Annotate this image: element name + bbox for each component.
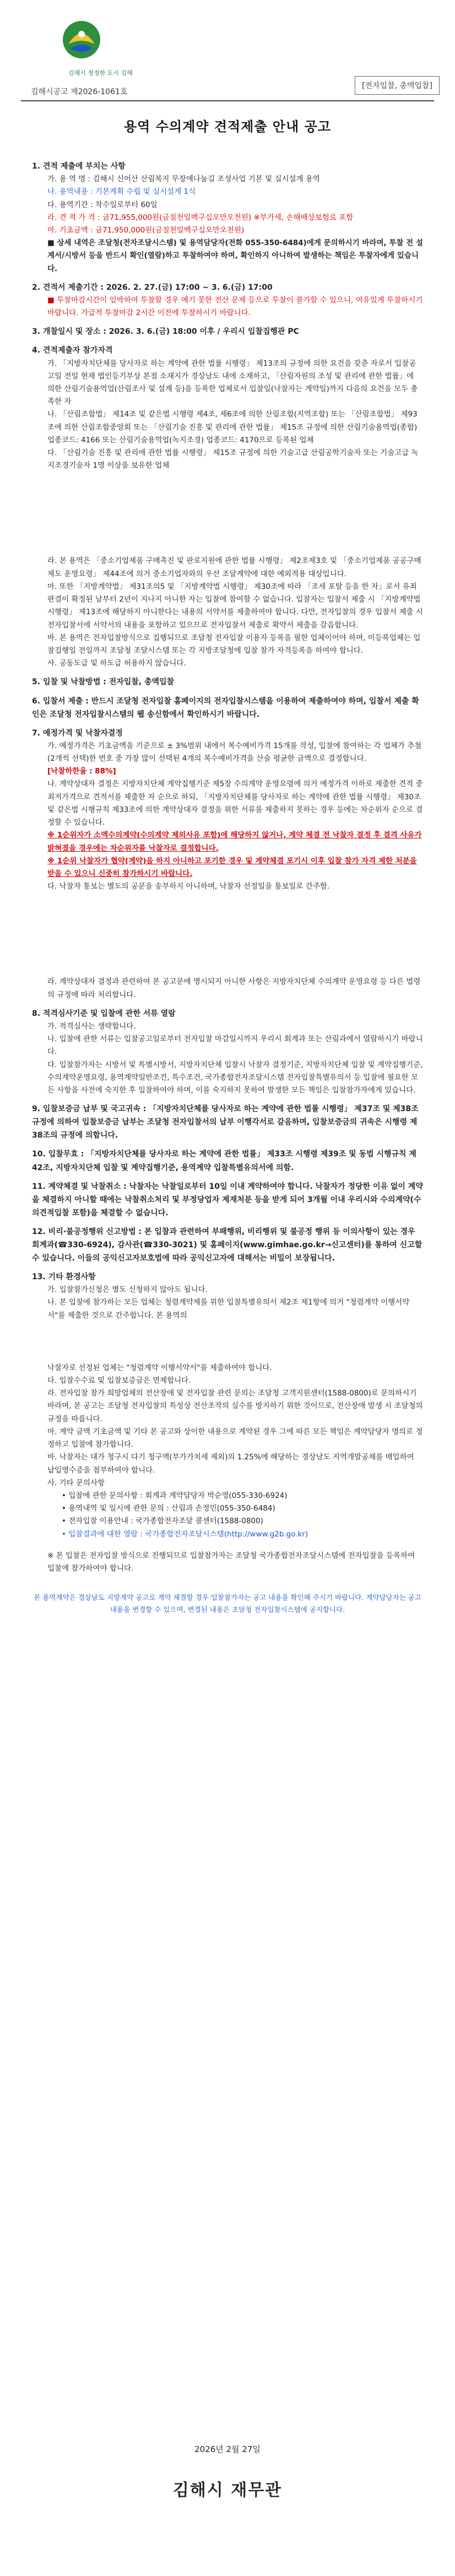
footer-date: 2026년 2월 27일 (194, 2444, 261, 2454)
section-3 (32, 325, 423, 338)
section-heading: 12. 비리·불공정행위 신고방법 : 본 입찰과 관련하여 부패행위, 비리행위 및 불공정 행위 등 이의사항이 있는 경우 회계과(☎330-6924), 감사관(☎330-3021) 및 홈페이지(www.gimhae.go.kr→신고센터)를 통하여 신고할 수 있습니다. 이들의 공익신고자보호법에 따라 공익신고자에 대해서는 비밀이 보장됩니다. (32, 1227, 422, 1263)
warning-note: ※ 1순위 낙찰자가 협약(계약)을 하지 아니하고 포기한 경우 및 계약체결 포기시 이후 입찰 참가 자격 제한 처분을 받을 수 있으니 신중히 참가하시기 바랍니다. (47, 856, 417, 878)
document-number: 김해시공고 제2026-1061호 (31, 88, 128, 96)
section-9 (32, 1102, 423, 1142)
list-item: 나. 입찰에 관한 서류는 입찰공고일로부터 전자입찰 마감일시까지 우리시 회계과 또는 산림과에서 열람하시기 바랍니다. (47, 1035, 423, 1057)
section-1 (32, 160, 423, 275)
section-heading: 2. 견적서 제출기간 : 2026. 2. 27.(금) 17:00 ~ 3. 6.(금) 17:00 (32, 283, 273, 292)
blank-space (32, 893, 423, 976)
footer-org: 김해시 재무관 (172, 2481, 283, 2500)
section-8 (32, 1007, 423, 1097)
section-heading: 8. 적격심사기준 및 입찰에 관한 서류 열람 (32, 1009, 176, 1018)
blank-space (32, 1541, 423, 1550)
list-item: 가. 「지방자치단체를 당사자로 하는 계약에 관한 법률 시행령」 제13조의 규정에 의한 요건을 갖춘 자로서 입찰공고일 전일 현재 법인등기부상 본점 소재지가 경상남도 내에 소재하고, 「산림자원의 조성 및 관리에 관한 법률」에 의한 산림기술용역업(산림조사 및 설계 등)을 등록한 업체로서 입찰일(낙찰자는 계약일)까지 다음의 요건을 모두 충족한 자 (47, 359, 418, 407)
list-item: 가. 예정가격은 기초금액을 기준으로 ± 3%범위 내에서 복수예비가격 15개를 작성, 입찰에 참여하는 각 업체가 추첨(2개씩 선택)한 번호 중 가장 많이 선택된 4개의 복수예비가격을 산술 평균한 금액으로 결정합니다. (47, 741, 422, 763)
list-item: 낙찰자로 선정된 업체는 "청렴계약 이행서약서"를 제출하여야 합니다. (47, 1363, 272, 1372)
section-11 (32, 1180, 423, 1220)
section-10 (32, 1148, 423, 1174)
bottom-note: 본 용역계약은 경상남도 지방계약 공고로 계약 체결할 경우 입찰참가자는 공고 내용을 확인해 주시기 바랍니다. 계약담당자는 공고 내용을 변경할 수 있으며, 변경된 내용은 조달청 전자입찰시스템에 공지합니다. (34, 1593, 421, 1614)
notice-note: ■ 상세 내역은 조달청(전자조달시스템) 및 용역담당자(전화 055-350-6484)에게 문의하시기 바라며, 투찰 전 설계서/시방서 등을 반드시 확인(열람)하고 투찰하여야 하며, 확인하지 아니하여 발생하는 책임은 투찰자에게 있습니다. (47, 239, 423, 273)
section-heading: 11. 계약체결 및 낙찰취소 : 낙찰자는 낙찰일로부터 10일 이내 계약하여야 합니다. 낙찰자가 정당한 이유 없이 계약을 체결하지 아니할 때에는 낙찰취소처리 및 부정당업자 제재처분 등을 받게 되어 3개월 이내 우리시와 수의계약(수의견적입찰 포함)을 체결할 수 없습니다. (32, 1182, 423, 1217)
list-item: 다. 「산림기술 진흥 및 관리에 관한 법률 시행령」 제15조 규정에 의한 기술고급 산림공학기술자 또는 기술고급 녹지조경기술자 1명 이상을 보유한 업체 (47, 448, 419, 470)
section-heading: 4. 견적제출자 참가자격 (32, 346, 113, 355)
list-item: 다. 낙찰자 통보는 별도의 공문을 송부하지 아니하며, 낙찰자 선정일을 통보일로 간주함. (47, 882, 330, 891)
header-divider (21, 100, 434, 101)
list-item: 다. 용역기간 : 착수일로부터 60일 (47, 200, 158, 209)
section-4 (32, 344, 423, 670)
section-heading: 1. 견적 제출에 부치는 사항 (32, 162, 126, 171)
section-7 (32, 727, 423, 1002)
section-heading: 3. 개찰일시 및 장소 : 2026. 3. 6.(금) 18:00 이후 / 우리시 입찰집행관 PC (32, 327, 299, 337)
list-item: 사. 기타 문의사항 (47, 1478, 105, 1487)
list-item: 바. 본 용역은 전자입찰방식으로 집행되므로 조달청 전자입찰 이용자 등록을 필한 업체이어야 하며, 미등록업체는 입찰집행일 전일까지 조달청 조달시스템 또는 각 지방조달청에 입찰 참가 자격등록을 하여야 합니다. (47, 633, 421, 655)
section-heading: 6. 입찰서 제출 : 반드시 조달청 전자입찰 홈페이지의 전자입찰시스템을 이용하여 제출하여야 하며, 입찰서 제출 확인은 조달청 전자입찰시스템의 웹 송신함에서 확인하시기 바랍니다. (32, 696, 419, 719)
list-item: 마. 또한 「지방계약법」 제31조의5 및 「지방계약법 시행령」 제30조에 따라 「조세 포탈 등을 한 자」로서 유죄판결이 확정된 날부터 2년이 지나지 아니한 자는 입찰에 참여할 수 없습니다. 입찰자는 입찰서 제출 시 「지방계약법 시행령」 제13조에 해당하지 아니한다는 내용의 서약서를 제출하여야 합니다. 다만, 전자입찰의 경우 입찰서 제출 시 전자입찰서에 서약서의 내용을 포함하고 있으므로 전자입찰서 제출로 확약서 제출을 갈음합니다. (47, 582, 423, 630)
section-2 (32, 281, 423, 320)
list-item: 다. 입찰수수료 및 입찰보증금은 면제합니다. (47, 1376, 191, 1386)
list-item: 마. 기초금액 : 금71,950,000원(금칠천일백구십오만오천원) (47, 225, 245, 235)
contact-line: • 전자입찰 이용안내 : 국가종합전자조달 콜센터(1588-0800) (62, 1517, 263, 1526)
section-5 (32, 675, 423, 689)
header (21, 15, 440, 98)
section-heading: 5. 입찰 및 낙찰방법 : 전자입찰, 총액입찰 (32, 678, 175, 687)
list-item: 라. 본 용역은 「중소기업제품 구매촉진 및 판로지원에 관한 법률 시행령」 제2조제3호 및 「중소기업제품 공공구매제도 운영요령」 제44조에 의거 중소기업자와의 우선 조달계약에 대한 예외적용 대상입니다. (47, 556, 421, 578)
rate-label: [낙찰하한율 : 88%] (47, 767, 116, 776)
list-item: 마. 계약 금액 기초금액 및 기타 본 공고와 상이한 내용으로 계약된 경우 그에 따른 모든 책임은 계약담당자 명의로 정정하고 입찰에 참가합니다. (47, 1427, 423, 1449)
contact-line: • 입찰결과에 대한 열람 : 국가종합전자조달시스템(http://www.g2b.go.kr) (62, 1529, 308, 1539)
list-item: 나. 계약상대자 결정은 지방자치단체 계약집행기준 제5장 수의계약 운영요령에 의거 예정가격 이하로 제출한 견적 중 최저가격으로 견적서를 제출한 자 순으로 하되, 「지방자치단체를 당사자로 하는 계약에 관한 법률 시행령」 제30조 및 같은법 시행규칙 제33조에 의한 계약상대자 결정을 위한 서류를 제출하지 못하는 경우 등에는 차순위자 순으로 결정할 수 있습니다. (47, 780, 423, 827)
gimhae-logo-icon (37, 15, 133, 77)
section-heading: 9. 입찰보증금 납부 및 국고귀속 : 「지방자치단체를 당사자로 하는 계약에 관한 법률 시행령」 제37조 및 제38조 규정에 의하여 입찰보증금 납부는 조달청 전자입찰서의 납부 이행각서로 갈음하며, 입찰보증금의 귀속은 시행령 제38조의 규정에 의합니다. (32, 1105, 419, 1140)
notice-note: ■ 투찰마감시간이 임박하여 투찰할 경우 예기 못한 전산 문제 등으로 투찰이 불가할 수 있으니, 여유있게 투찰하시기 바랍니다. 가급적 투찰마감 2시간 이전에 투찰하시기 바랍니다. (47, 295, 423, 318)
logo-text: 김해시 청정한 도시 김해 (68, 69, 133, 77)
list-item: 라. 계약상대자 결정과 관련하여 본 공고문에 명시되지 아니한 사항은 지방자치단체 수의계약 운영요령 등 다른 법령의 규정에 따라 처리합니다. (47, 977, 421, 999)
list-item: 라. 견 적 가 격 : 금71,955,000원(금칠천일백구십오만오천원) ※부가세, 손해배상보험료 포함 (47, 213, 354, 222)
list-item: 나. 용역내용 : 기본계획 수립 및 실시설계 1식 (47, 187, 196, 197)
warning-note: ※ 1순위자가 소액수의계약(수의계약 제외사유 포함)에 해당하지 않거나, 계약 체결 전 낙찰자 결정 후 결격 사유가 밝혀졌을 경우에는 차순위자를 낙찰자로 결정합니다. (47, 831, 422, 853)
list-item: 가. 입찰참가신청은 별도 신청하지 않아도 됩니다. (47, 1285, 208, 1295)
list-item: 사. 공동도급 및 하도급 허용하지 않습니다. (47, 659, 186, 668)
contact-line: • 용역내역 및 일시에 관한 문의 : 산림과 손정민(055-350-6484) (62, 1504, 275, 1513)
section-heading: 10. 입찰무효 : 「지방자치단체를 당사자로 하는 계약에 관한 법률」 제33조 시행령 제39조 및 동법 시행규칙 제42조, 지방자치단체 입찰 및 계약집행기준, 용역계약 입찰특별유의서에 의함. (32, 1150, 416, 1172)
section-6 (32, 695, 423, 721)
list-item: 나. 「산림조합법」 제14조 및 같은법 시행령 제4조, 제6조에 의한 산림조합(지역조합) 또는 「산림조합법」 제93조에 의한 산림조합중앙회 또는 「산림기술 진흥 및 관리에 관한 법률」 제15조 규정에 의한 산림기술용역업(종합) 업종코드: 4166 또는 산림기술용역업(녹지조경) 업종코드: 4170으로 등록된 업체 (47, 410, 418, 445)
blank-space (32, 1322, 423, 1362)
page-title: 용역 수의계약 견적제출 안내 공고 (124, 119, 331, 134)
section-13 (32, 1270, 423, 1575)
list-item: 라. 전자입찰 참가 희망업체의 전산장애 및 전자입찰 관련 문의는 조달청 고객지원센터(1588-0800)로 문의하시기 바라며, 본 공고는 조달청 전자입찰의 특성상 전산조작의 실수를 방지하기 위한 것이므로, 전산장애 발생 시 조달청의 규정을 따릅니다. (47, 1389, 423, 1424)
closing-note: ※ 본 입찰은 전자입찰 방식으로 진행되므로 입찰참가자는 조달청 국가종합전자조달시스템에 전자입찰을 등록하여 입찰에 참가하여야 합니다. (47, 1551, 415, 1573)
list-item: 나. 본 입찰에 참가하는 모든 업체는 청렴계약제를 위한 입찰특별유의서 제2조 제1항에 의거 "청렴계약 이행서약서"를 제출한 것으로 간주합니다. 본 용역의 (47, 1298, 410, 1320)
list-item: 가. 용 역 명 : 김해시 신어산 산림복지 무장애나눔길 조성사업 기본 및 실시설계 용역 (47, 175, 320, 184)
list-item: 바. 낙찰자는 대가 청구시 다기 청구액(부가가치세 제외)의 1.25%에 해당하는 경상남도 지역개발공채를 매입하여 납입영수증을 첨부하여야 합니다. (47, 1453, 414, 1475)
category-tag: [전자입찰, 총액입찰] (355, 76, 440, 95)
blank-space (32, 472, 423, 555)
notice-body (32, 160, 423, 1615)
section-heading: 13. 기타 환경사항 (32, 1273, 96, 1282)
contact-line: • 입찰에 관한 문의사항 : 회계과 계약담당자 박순영(055-330-6924) (62, 1491, 288, 1500)
list-item: 가. 적격심사는 생략합니다. (47, 1021, 136, 1031)
list-item: 다. 입찰참가자는 시방서 및 특별시방서, 지방자치단체 입찰시 낙찰자 결정기준, 지방자치단체 입찰 및 계약집행기준, 수의계약운영요령, 용역계약일반조건, 특수조건, 국가종합전자조달시스템 전자입찰특별유의서 등 입찰에 필요한 모든 사항을 사전에 숙지한 후 입찰하여야 하며, 이를 숙지하지 못하여 발생한 모든 책임은 입찰참가자에게 있습니다. (47, 1060, 423, 1095)
section-12 (32, 1225, 423, 1265)
section-heading: 7. 예정가격 및 낙찰자결정 (32, 728, 123, 738)
